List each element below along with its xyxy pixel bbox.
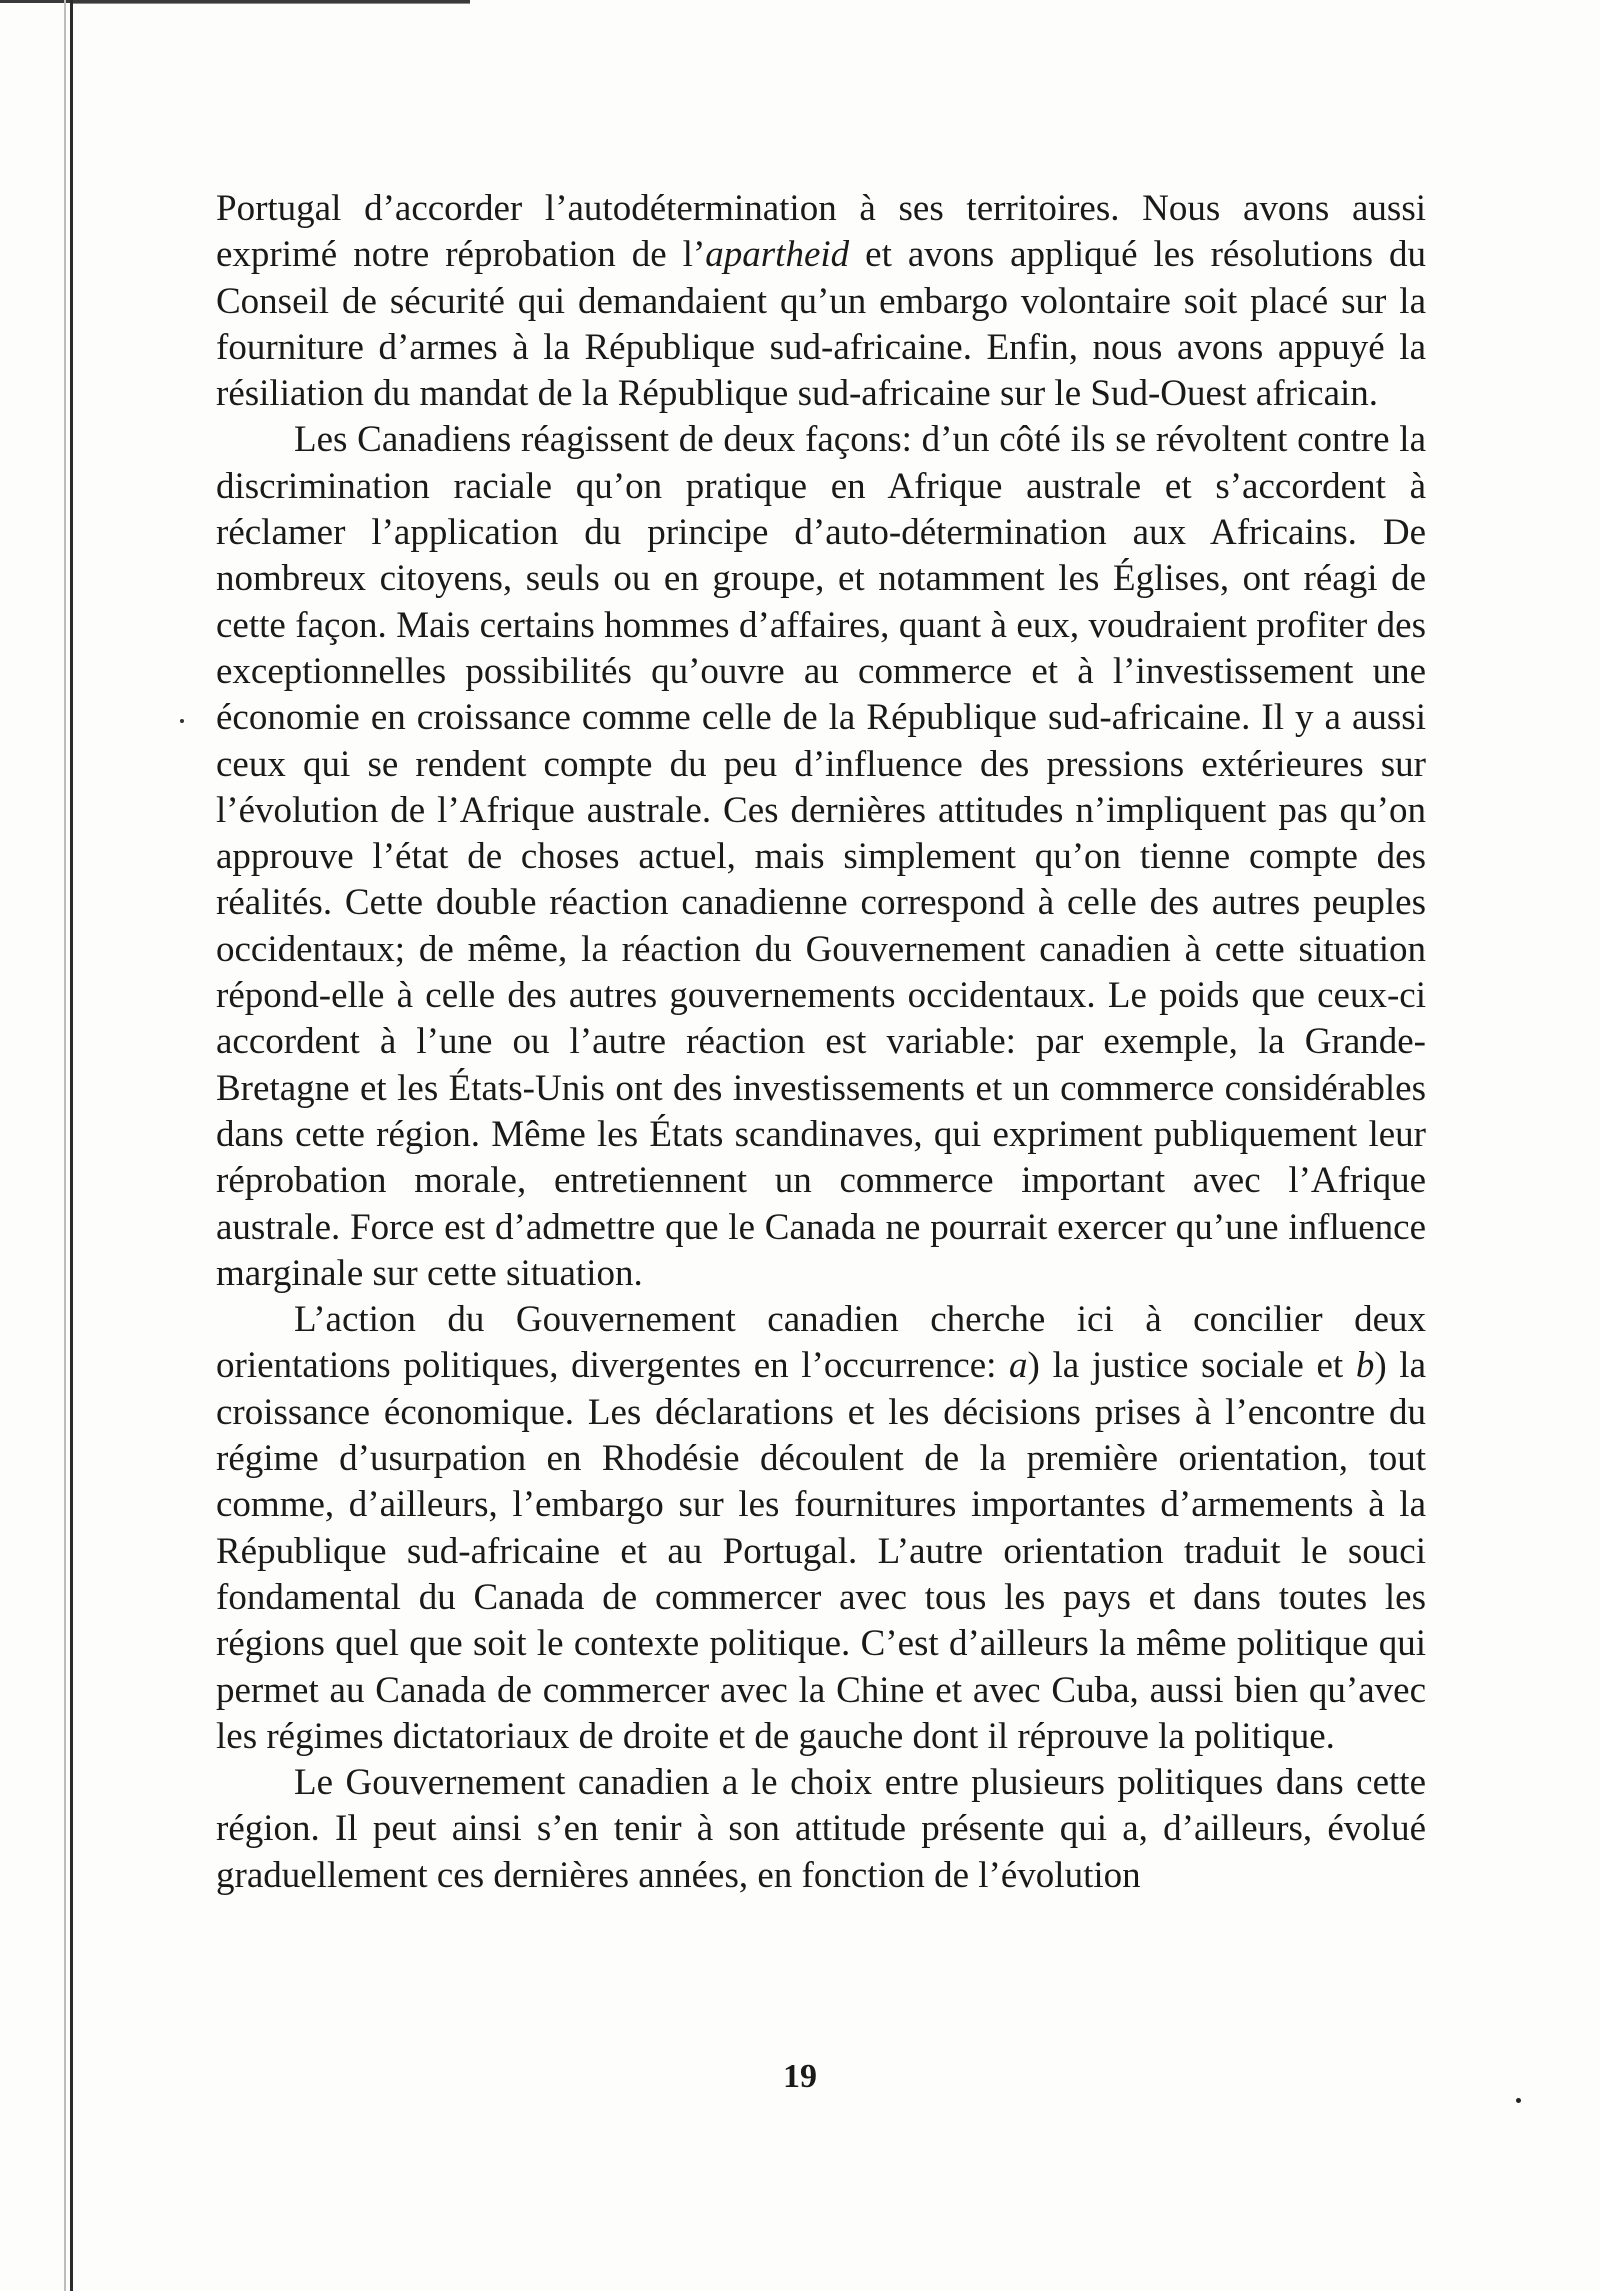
paragraph-1	[216, 186, 1426, 417]
page-number: 19	[783, 2058, 817, 2095]
paragraph-2-segment: Les Canadiens réagissent de deux façons: d’un côté ils se révoltent contre la discrimination raciale qu’on pratique en Afrique australe et s’accordent à réclamer l’application du principe d’auto-détermination aux Africains. De nombreux citoyens, seuls ou en groupe, et notamment les Églises, ont réagi de cette façon. Mais certains hommes d’affaires, quant à eux, voudraient profiter des exceptionnelles possibilités qu’ouvre au commerce et à l’investissement une économie en croissance comme celle de la République sud-africaine. Il y a aussi ceux qui se rendent compte du peu d’influence des pressions extérieures sur l’évolution de l’Afrique australe. Ces dernières attitudes n’impliquent pas qu’on approuve l’état de choses actuel, mais simplement qu’on tienne compte des réalités. Cette double réaction canadienne correspond à celle des autres peuples occidentaux; de même, la réaction du Gouvernement canadien à cette situation répond-elle à celle des autres gouvernements occidentaux. Le poids que ceux-ci accordent à l’une ou l’autre réaction est variable: par exemple, la Grande-Bretagne et les États-Unis ont des investissements et un commerce considérables dans cette région. Même les États scandinaves, qui expriment publiquement leur réprobation morale, entretiennent un commerce important avec l’Afrique australe. Force est d’admettre que le Canada ne pourrait exercer qu’une influence marginale sur cette situation.	[216, 419, 1426, 1294]
scan-speck	[180, 719, 184, 723]
paragraph-4	[216, 1760, 1426, 1899]
paragraph-3-segment: ) la justice sociale et	[1027, 1345, 1356, 1387]
body-text	[216, 186, 1426, 1899]
paragraph-2	[216, 417, 1426, 1297]
paragraph-3-italic-b: b	[1355, 1345, 1375, 1387]
paragraph-3-segment: ) la croissance économique. Les déclarations et les décisions prises à l’encontre du régime d’usurpation en Rhodésie découlent de la première orientation, tout comme, d’ailleurs, l’embargo sur les fournitures importantes d’armements à la République sud-africaine et au Portugal. L’autre orientation traduit le souci fondamental du Canada de commercer avec tous les pays et dans toutes les régions quel que soit le contexte politique. C’est d’ailleurs la même politique qui permet au Canada de commercer avec la Chine et avec Cuba, aussi bien qu’avec les régimes dictatoriaux de droite et de gauche dont il réprouve la politique.	[216, 1345, 1426, 1757]
scan-binding-shadow	[64, 0, 66, 2291]
paragraph-1-italic-apartheid: apartheid	[705, 234, 850, 276]
scan-binding-edge	[70, 0, 73, 2291]
paragraph-4-segment: Le Gouvernement canadien a le choix entre plusieurs politiques dans cette région. Il peut ainsi s’en tenir à son attitude présente qui a, d’ailleurs, évolué graduellement ces dernières années, en fonction de l’évolution	[216, 1762, 1426, 1896]
paragraph-1-segment: et avons appliqué les résolutions du Conseil de sécurité qui demandaient qu’un embargo volontaire soit placé sur la fourniture d’armes à la République sud-africaine. Enfin, nous avons appuyé la résiliation du mandat de la République sud-africaine sur le Sud-Ouest africain.	[216, 234, 1426, 415]
scan-speck	[1516, 2098, 1521, 2103]
paragraph-3-italic-a: a	[1009, 1345, 1028, 1387]
paragraph-1-segment: Portugal d’accorder l’autodétermination à ses territoires. Nous avons aussi exprimé notre réprobation de l’	[216, 188, 1426, 276]
paragraph-3	[216, 1297, 1426, 1760]
paragraph-3-segment: L’action du Gouvernement canadien cherche ici à concilier deux orientations politiques, divergentes en l’occurrence:	[216, 1299, 1426, 1387]
scan-top-edge-thin-rule	[70, 3, 470, 4]
